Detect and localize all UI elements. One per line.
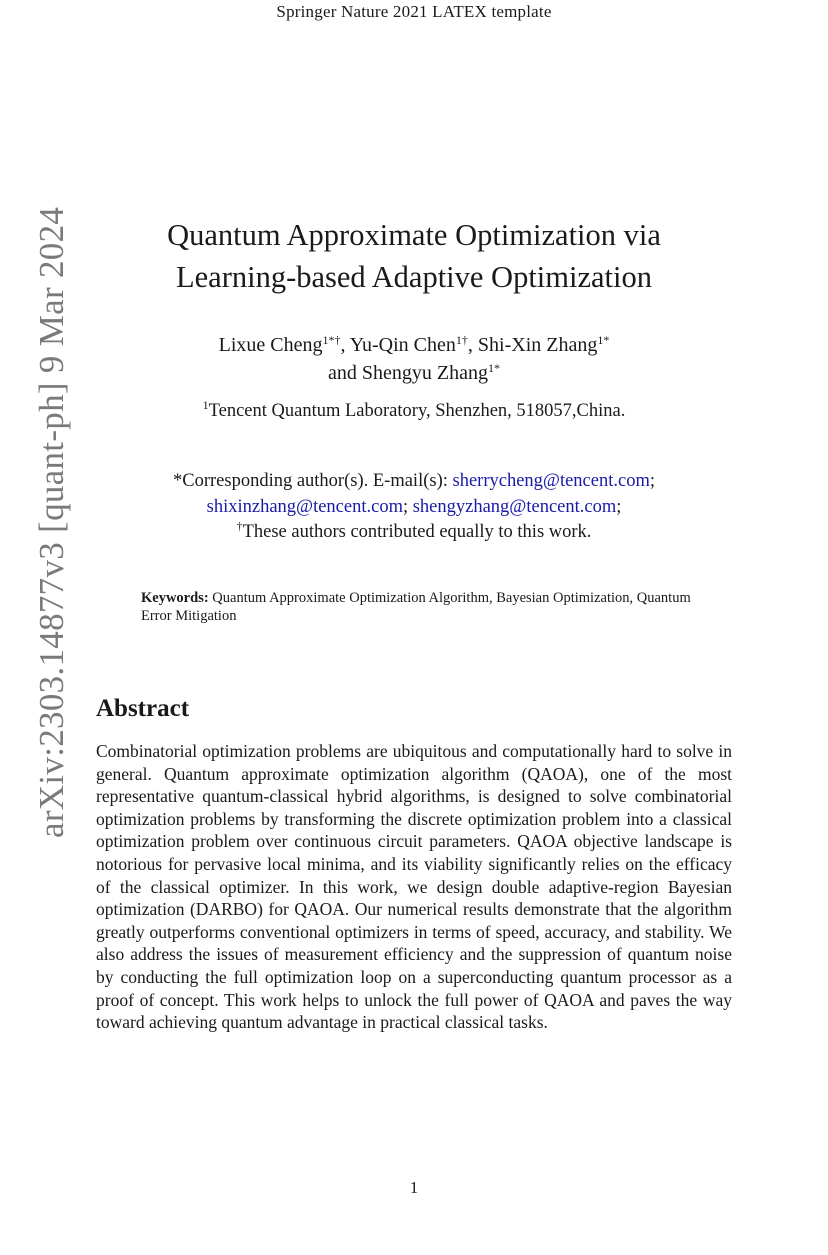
email-link[interactable]: shengyzhang@tencent.com [412, 496, 617, 517]
affiliation [100, 398, 728, 424]
email-separator: ; [402, 496, 409, 517]
abstract-body: Combinatorial optimization problems are ubiquitous and computationally hard to solve in general. Quantum approximate optimization algorithm (QAOA), one of the most representative quantum-classical hybrid algorithms, is designed to solve combinatorial optimization problems by transforming the discrete optimization problem into a classical optimization problem over continuous circuit parameters. QAOA objective landscape is notorious for pervasive local minima, and its viability significantly relies on the efficacy of the classical optimizer. In this work, we design double adaptive-region Bayesian optimization (DARBO) for QAOA. Our numerical results demonstrate that the algorithm greatly outperforms conventional optimizers in terms of speed, accuracy, and stability. We also address the issues of measurement efficiency and the suppression of quantum noise by conducting the full optimization loop on a superconducting quantum processor as a proof of concept. This work helps to unlock the full power of QAOA and paves the way toward achieving quantum advantage in practical classical tasks. [96, 741, 732, 1033]
email-link[interactable]: shixinzhang@tencent.com [206, 496, 403, 517]
author-marks: 1*† [322, 333, 341, 347]
running-header: Springer Nature 2021 LATEX template [276, 2, 552, 21]
keywords [141, 589, 701, 625]
page-number: 1 [409, 1178, 419, 1197]
author-name: Lixue Cheng [218, 334, 323, 356]
affiliation-text: Tencent Quantum Laboratory, Shenzhen, 518057,China. [208, 401, 626, 421]
author-name: Shi-Xin Zhang [477, 334, 598, 356]
email-separator: ; [616, 496, 622, 517]
email-link[interactable]: sherrycheng@tencent.com [452, 471, 650, 491]
correspondence-block [100, 469, 728, 546]
equal-contribution-note [100, 520, 728, 546]
equal-contribution-mark: † [236, 519, 243, 533]
author-marks: 1† [455, 333, 468, 347]
paper-title [100, 214, 728, 298]
author-line [100, 359, 728, 387]
correspondence-line [100, 495, 728, 521]
author-list [100, 331, 728, 387]
correspondence-line [100, 469, 728, 495]
paper-title-line: Quantum Approximate Optimization via [167, 218, 661, 252]
author-marks: 1* [597, 333, 610, 347]
correspondence-prefix: *Corresponding author(s). E-mail(s): [173, 471, 453, 491]
author-line [100, 331, 728, 359]
author-name: Shengyu Zhang [361, 362, 488, 384]
paper-title-line: Learning-based Adaptive Optimization [176, 260, 652, 294]
email-separator: ; [649, 471, 655, 491]
equal-contribution-text: These authors contributed equally to this work. [242, 522, 592, 542]
author-name: Yu-Qin Chen [349, 334, 456, 356]
affiliation-mark: 1 [202, 398, 209, 412]
author-separator: , [467, 334, 478, 356]
author-marks: 1* [487, 361, 500, 375]
author-separator: , [340, 334, 350, 356]
abstract-heading: Abstract [96, 695, 190, 722]
keywords-label: Keywords: [141, 590, 209, 606]
arxiv-identifier-stamp: arXiv:2303.14877v3 [quant-ph] 9 Mar 2024 [32, 206, 71, 838]
keywords-text: Quantum Approximate Optimization Algorithm, Bayesian Optimization, Quantum Error Mitigation [141, 590, 691, 624]
author-conjunction: and [328, 362, 362, 384]
